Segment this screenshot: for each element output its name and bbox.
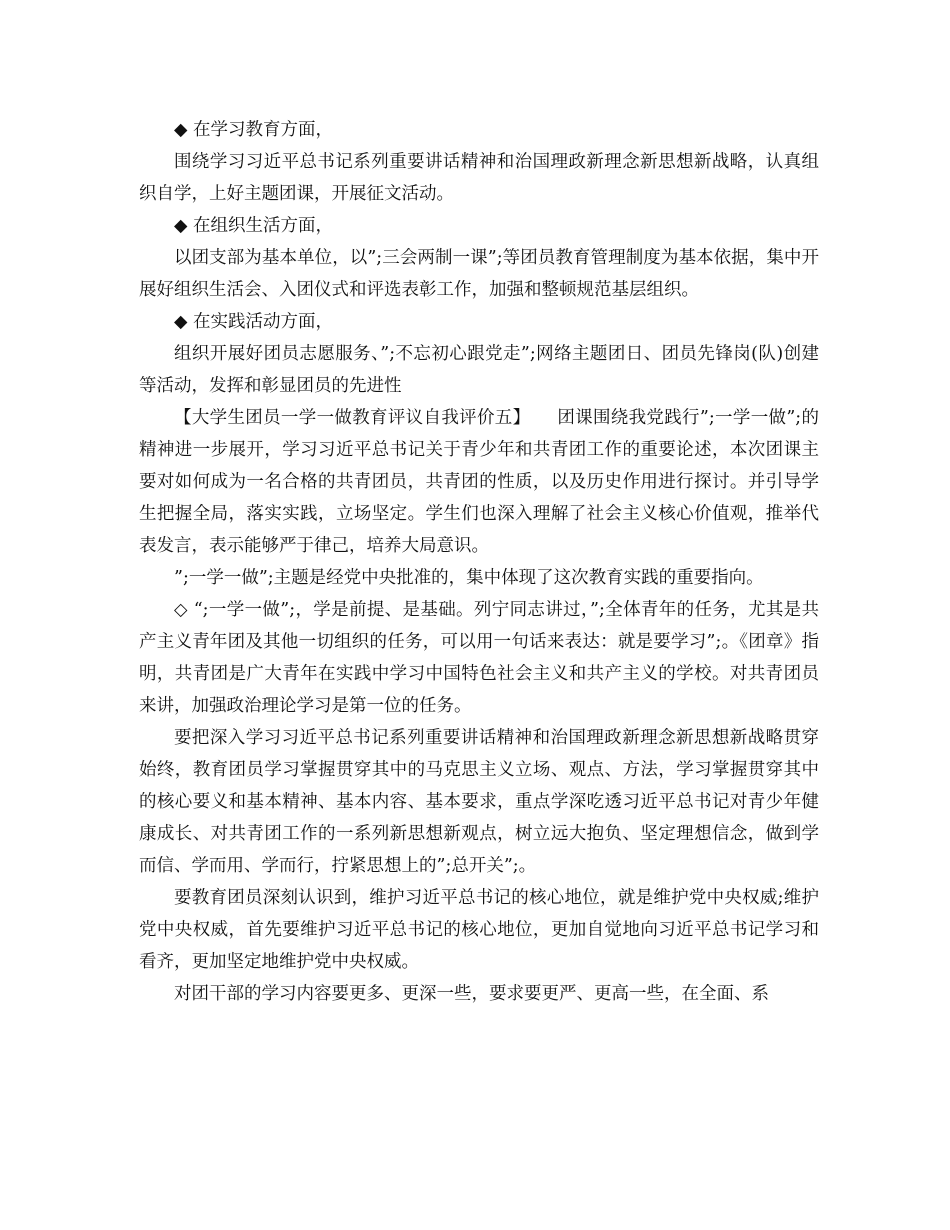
paragraph-deep-study: 要把深入学习习近平总书记系列重要讲话精神和治国理政新理念新思想新战略贯穿始终，教育团员学习掌握贯穿其中的马克思主义立场、观点、方法，学习掌握贯穿其中的核心要义和基本精神、基本内容、基本要求，重点学深吃透习近平总书记对青少年健康成长、对共青团工作的一系列新思想新观点，树立远大抱负、坚定理想信念，做到学而信、学而用、学而行，拧紧思想上的”;总开关”;。 <box>139 728 819 876</box>
paragraph-core-status: 要教育团员深刻认识到，维护习近平总书记的核心地位，就是维护党中央权威;维护党中央权威，首先要维护习近平总书记的核心地位，更加自觉地向习近平总书记学习和看齐，更加坚定地维护党中央权威。 <box>139 888 819 972</box>
paragraph-practice-activities: 组织开展好团员志愿服务、”;不忘初心跟党走”;网络主题团日、团员先锋岗(队)创建等活动，发挥和彰显团员的先进性 <box>139 344 819 396</box>
document-body <box>139 114 819 1010</box>
bullet-heading-organization-life: ◆ 在组织生活方面， <box>174 216 334 236</box>
paragraph-cadre-study: 对团干部的学习内容要更多、更深一些，要求要更严、更高一些，在全面、系 <box>174 984 769 1004</box>
paragraph-organization-life: 以团支部为基本单位，以”;三会两制一课”;等团员教育管理制度为基本依据，集中开展好组织生活会、入团仪式和评选表彰工作，加强和整顿规范基层组织。 <box>139 248 819 300</box>
bullet-heading-study-education: ◆ 在学习教育方面， <box>174 120 334 140</box>
paragraph-self-evaluation-five: 【大学生团员一学一做教育评议自我评价五】 团课围绕我党践行”;一学一做”;的精神进一步展开，学习习近平总书记关于青少年和共青团工作的重要论述，本次团课主要对如何成为一名合格的共青团员，共青团的性质，以及历史作用进行探讨。并引导学生把握全局，落实实践，立场坚定。学生们也深入理解了社会主义核心价值观，推举代表发言，表示能够严于律己，培养大局意识。 <box>139 408 819 556</box>
paragraph-study-education: 围绕学习习近平总书记系列重要讲话精神和治国理政新理念新思想新战略，认真组织自学，上好主题团课，开展征文活动。 <box>139 152 819 204</box>
bullet-heading-practice-activities: ◆ 在实践活动方面， <box>174 312 334 332</box>
paragraph-learning-foundation: ◇ “;一学一做”;，学是前提、是基础。列宁同志讲过，”;全体青年的任务，尤其是共产主义青年团及其他一切组织的任务，可以用一句话来表达：就是要学习”;。《团章》指明，共青团是广大青年在实践中学习中国特色社会主义和共产主义的学校。对共青团员来讲，加强政治理论学习是第一位的任务。 <box>139 600 819 716</box>
paragraph-theme-approval: ”;一学一做”;主题是经党中央批准的，集中体现了这次教育实践的重要指向。 <box>174 568 764 588</box>
